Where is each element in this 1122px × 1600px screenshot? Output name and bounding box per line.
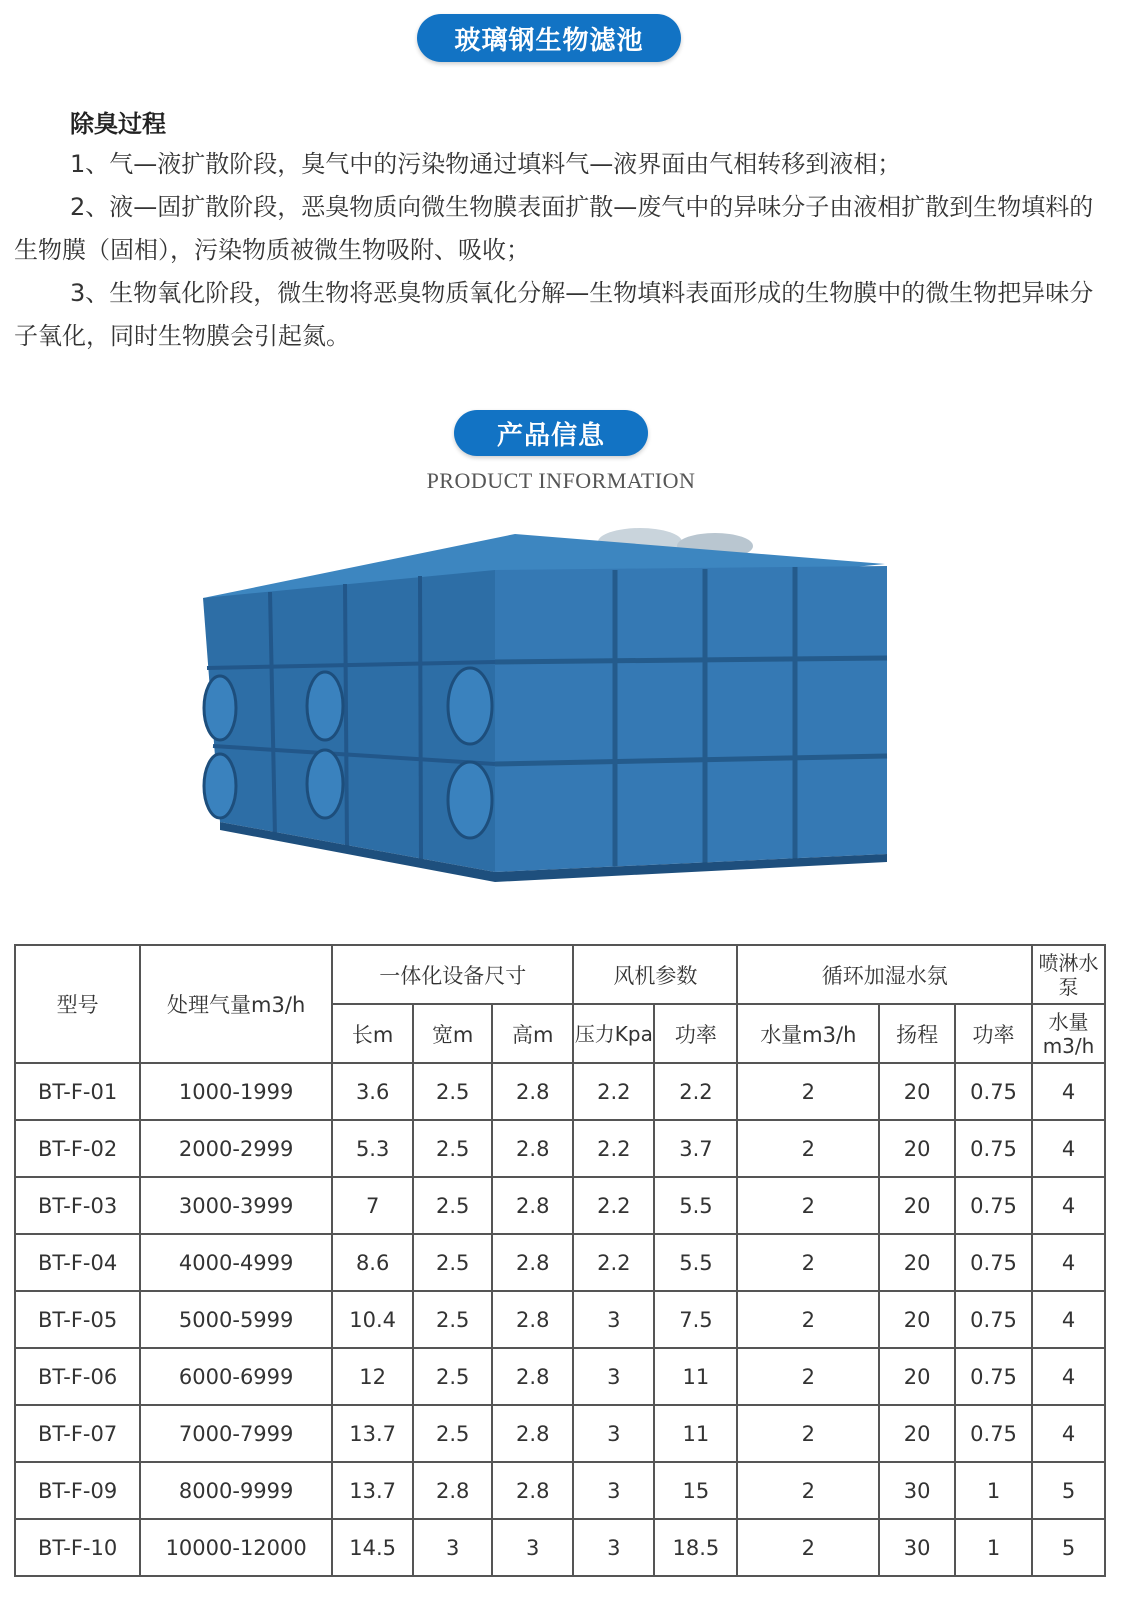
cell-circ-power: 0.75 — [955, 1120, 1032, 1177]
cell-height: 2.8 — [492, 1462, 573, 1519]
header-lift: 扬程 — [879, 1004, 955, 1063]
table-row — [15, 1405, 1105, 1462]
table-row — [15, 1519, 1105, 1576]
header-spray-pump: 喷淋水泵 — [1032, 945, 1105, 1004]
cell-pressure: 3 — [573, 1291, 654, 1348]
cell-fan-power: 15 — [654, 1462, 737, 1519]
table-row — [15, 1063, 1105, 1120]
cell-height: 3 — [492, 1519, 573, 1576]
table-row — [15, 1348, 1105, 1405]
header-fan-power: 功率 — [654, 1004, 737, 1063]
table-row — [15, 1120, 1105, 1177]
cell-length: 8.6 — [332, 1234, 413, 1291]
cell-circ-power: 0.75 — [955, 1348, 1032, 1405]
cell-fan-power: 11 — [654, 1348, 737, 1405]
cell-lift: 20 — [879, 1291, 955, 1348]
cell-height: 2.8 — [492, 1405, 573, 1462]
cell-model: BT-F-06 — [15, 1348, 140, 1405]
header-dimensions: 一体化设备尺寸 — [332, 945, 573, 1004]
process-step-3: 3、生物氧化阶段，微生物将恶臭物质氧化分解—生物填料表面形成的生物膜中的微生物把异味分子氧化，同时生物膜会引起氮。 — [14, 279, 1094, 350]
process-heading: 除臭过程 — [70, 110, 166, 138]
cell-width: 3 — [413, 1519, 492, 1576]
cell-pump-volume: 4 — [1032, 1234, 1105, 1291]
cell-pump-volume: 4 — [1032, 1120, 1105, 1177]
cell-height: 2.8 — [492, 1177, 573, 1234]
cell-water-volume: 2 — [737, 1177, 879, 1234]
header-pressure: 压力Kpa — [573, 1004, 654, 1063]
cell-lift: 20 — [879, 1177, 955, 1234]
cell-lift: 20 — [879, 1063, 955, 1120]
cell-pressure: 3 — [573, 1405, 654, 1462]
cell-pump-volume: 4 — [1032, 1405, 1105, 1462]
table-row — [15, 1462, 1105, 1519]
cell-pump-volume: 5 — [1032, 1462, 1105, 1519]
cell-water-volume: 2 — [737, 1291, 879, 1348]
cell-length: 5.3 — [332, 1120, 413, 1177]
cell-width: 2.5 — [413, 1120, 492, 1177]
cell-height: 2.8 — [492, 1291, 573, 1348]
process-step-1: 1、气—液扩散阶段，臭气中的污染物通过填料气—液界面由气相转移到液相； — [70, 150, 902, 178]
cell-model: BT-F-04 — [15, 1234, 140, 1291]
cell-model: BT-F-05 — [15, 1291, 140, 1348]
cell-lift: 30 — [879, 1462, 955, 1519]
cell-pump-volume: 5 — [1032, 1519, 1105, 1576]
product-image — [195, 520, 915, 892]
cell-lift: 20 — [879, 1120, 955, 1177]
header-circulation: 循环加湿水氛 — [737, 945, 1032, 1004]
cell-width: 2.5 — [413, 1063, 492, 1120]
header-model: 型号 — [15, 945, 140, 1063]
cell-model: BT-F-03 — [15, 1177, 140, 1234]
cell-model: BT-F-10 — [15, 1519, 140, 1576]
cell-circ-power: 0.75 — [955, 1405, 1032, 1462]
header-gas-volume: 处理气量m3/h — [140, 945, 332, 1063]
cell-fan-power: 3.7 — [654, 1120, 737, 1177]
header-circ-power: 功率 — [955, 1004, 1032, 1063]
header-height: 高m — [492, 1004, 573, 1063]
cell-fan-power: 11 — [654, 1405, 737, 1462]
cell-water-volume: 2 — [737, 1234, 879, 1291]
cell-circ-power: 1 — [955, 1519, 1032, 1576]
cell-circ-power: 0.75 — [955, 1063, 1032, 1120]
cell-fan-power: 7.5 — [654, 1291, 737, 1348]
cell-width: 2.8 — [413, 1462, 492, 1519]
cell-gas-volume: 4000-4999 — [140, 1234, 332, 1291]
cell-pump-volume: 4 — [1032, 1177, 1105, 1234]
product-spec-table — [14, 944, 1106, 1577]
banner-title: 玻璃钢生物滤池 — [417, 14, 681, 62]
cell-gas-volume: 5000-5999 — [140, 1291, 332, 1348]
cell-circ-power: 1 — [955, 1462, 1032, 1519]
cell-pressure: 2.2 — [573, 1063, 654, 1120]
cell-water-volume: 2 — [737, 1519, 879, 1576]
cell-pressure: 2.2 — [573, 1120, 654, 1177]
cell-length: 12 — [332, 1348, 413, 1405]
cell-height: 2.8 — [492, 1234, 573, 1291]
cell-water-volume: 2 — [737, 1063, 879, 1120]
cell-gas-volume: 10000-12000 — [140, 1519, 332, 1576]
cell-lift: 20 — [879, 1405, 955, 1462]
cell-water-volume: 2 — [737, 1405, 879, 1462]
cell-width: 2.5 — [413, 1405, 492, 1462]
cell-pump-volume: 4 — [1032, 1291, 1105, 1348]
table-row — [15, 1234, 1105, 1291]
process-step-2: 2、液—固扩散阶段，恶臭物质向微生物膜表面扩散—废气中的异味分子由液相扩散到生物填料的生物膜（固相），污染物质被微生物吸附、吸收； — [14, 193, 1094, 264]
cell-model: BT-F-09 — [15, 1462, 140, 1519]
cell-circ-power: 0.75 — [955, 1177, 1032, 1234]
cell-length: 7 — [332, 1177, 413, 1234]
cell-model: BT-F-02 — [15, 1120, 140, 1177]
cell-model: BT-F-01 — [15, 1063, 140, 1120]
cell-circ-power: 0.75 — [955, 1291, 1032, 1348]
cell-length: 3.6 — [332, 1063, 413, 1120]
cell-fan-power: 18.5 — [654, 1519, 737, 1576]
header-width: 宽m — [413, 1004, 492, 1063]
cell-length: 14.5 — [332, 1519, 413, 1576]
cell-gas-volume: 8000-9999 — [140, 1462, 332, 1519]
cell-gas-volume: 7000-7999 — [140, 1405, 332, 1462]
cell-lift: 30 — [879, 1519, 955, 1576]
cell-circ-power: 0.75 — [955, 1234, 1032, 1291]
cell-height: 2.8 — [492, 1348, 573, 1405]
header-water-volume: 水量m3/h — [737, 1004, 879, 1063]
cell-fan-power: 5.5 — [654, 1234, 737, 1291]
table-row — [15, 1291, 1105, 1348]
cell-lift: 20 — [879, 1234, 955, 1291]
cell-pressure: 3 — [573, 1462, 654, 1519]
cell-height: 2.8 — [492, 1063, 573, 1120]
header-pump-volume: 水量m3/h — [1032, 1004, 1105, 1063]
cell-gas-volume: 2000-2999 — [140, 1120, 332, 1177]
cell-width: 2.5 — [413, 1348, 492, 1405]
cell-pressure: 2.2 — [573, 1234, 654, 1291]
cell-water-volume: 2 — [737, 1462, 879, 1519]
cell-water-volume: 2 — [737, 1348, 879, 1405]
cell-length: 13.7 — [332, 1405, 413, 1462]
cell-gas-volume: 1000-1999 — [140, 1063, 332, 1120]
cell-height: 2.8 — [492, 1120, 573, 1177]
cell-fan-power: 2.2 — [654, 1063, 737, 1120]
cell-length: 13.7 — [332, 1462, 413, 1519]
header-length: 长m — [332, 1004, 413, 1063]
product-info-subtitle: PRODUCT INFORMATION — [426, 468, 696, 493]
cell-width: 2.5 — [413, 1177, 492, 1234]
table-row — [15, 1177, 1105, 1234]
cell-water-volume: 2 — [737, 1120, 879, 1177]
cell-pressure: 3 — [573, 1519, 654, 1576]
cell-pump-volume: 4 — [1032, 1348, 1105, 1405]
cell-width: 2.5 — [413, 1291, 492, 1348]
cell-pressure: 3 — [573, 1348, 654, 1405]
cell-model: BT-F-07 — [15, 1405, 140, 1462]
cell-gas-volume: 3000-3999 — [140, 1177, 332, 1234]
cell-fan-power: 5.5 — [654, 1177, 737, 1234]
cell-width: 2.5 — [413, 1234, 492, 1291]
cell-pump-volume: 4 — [1032, 1063, 1105, 1120]
product-info-title: 产品信息 — [454, 410, 648, 456]
cell-lift: 20 — [879, 1348, 955, 1405]
header-fan: 风机参数 — [573, 945, 737, 1004]
cell-pressure: 2.2 — [573, 1177, 654, 1234]
cell-length: 10.4 — [332, 1291, 413, 1348]
cell-gas-volume: 6000-6999 — [140, 1348, 332, 1405]
